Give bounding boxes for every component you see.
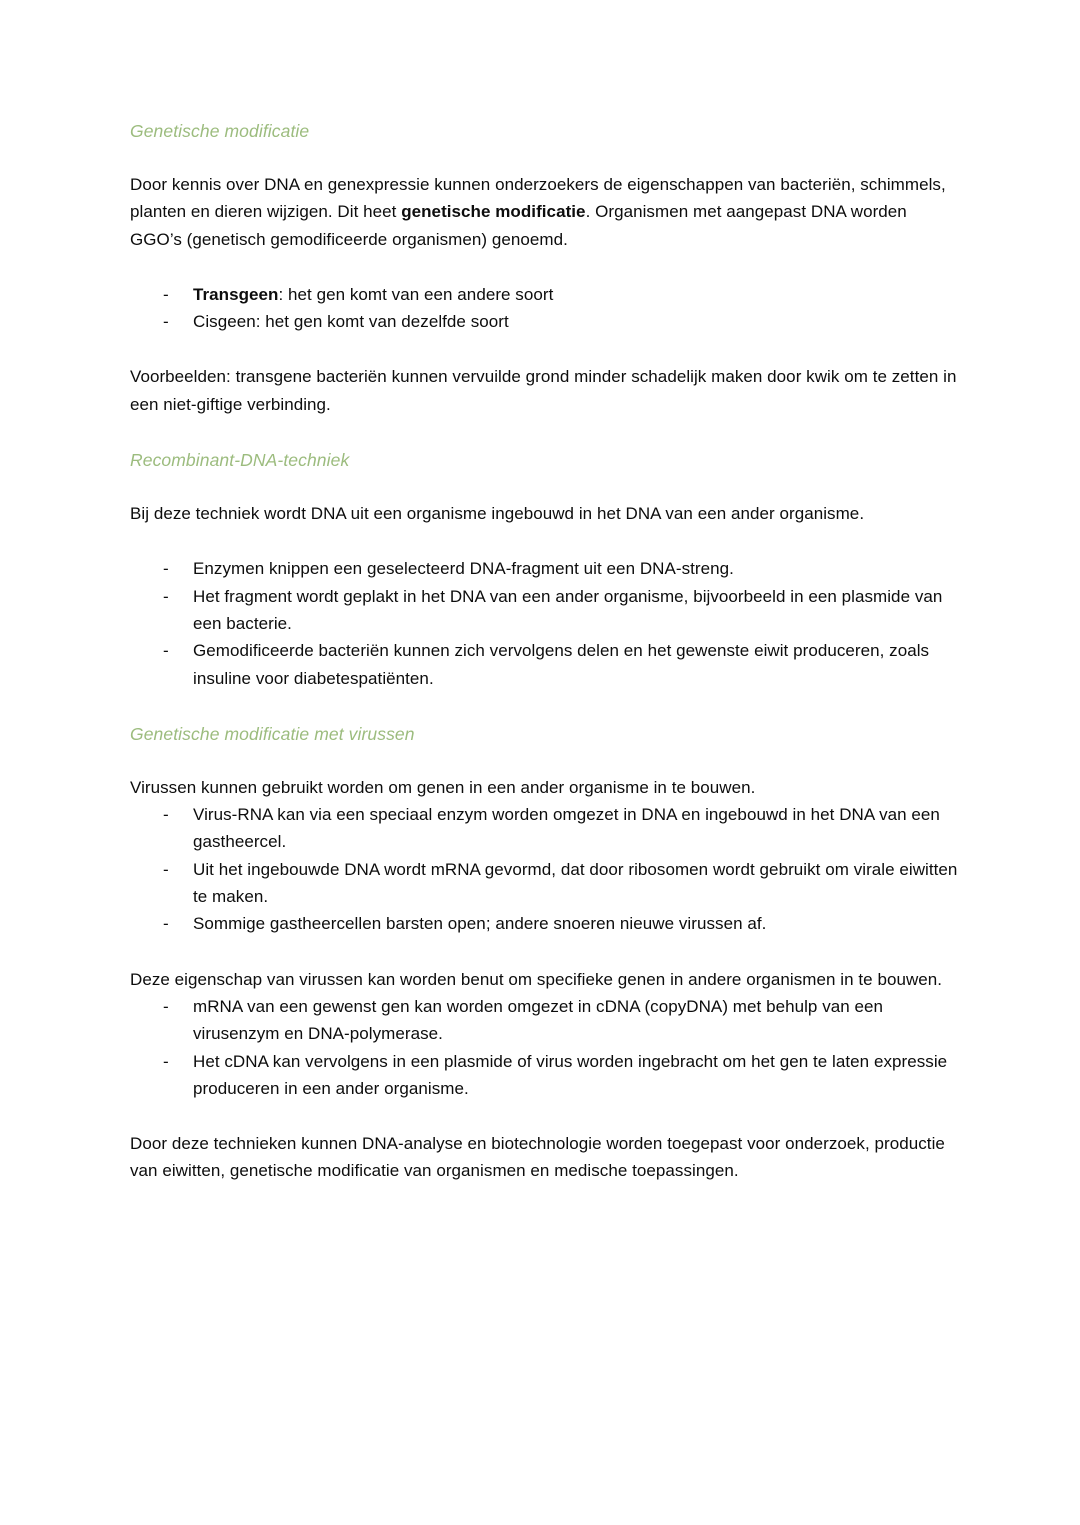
list-item: [130, 1048, 958, 1103]
dash-bullet-icon: -: [163, 914, 169, 934]
spacer: [130, 748, 958, 774]
spacer: [130, 527, 958, 555]
paragraph-genetische-modificatie-intro: [130, 171, 958, 253]
section-heading-genetische-modificatie: Genetische modificatie: [130, 121, 310, 141]
list-item-text: Cisgeen: het gen komt van dezelfde soort: [193, 312, 509, 332]
paragraph-voorbeelden: Voorbeelden: transgene bacteriën kunnen vervuilde grond minder schadelijk maken door kwik om te zetten in een niet-giftige verbinding.: [130, 367, 957, 414]
list-item: [130, 555, 958, 582]
list-item-text: Het fragment wordt geplakt in het DNA van een ander organisme, bijvoorbeeld in een plasmide van een bacterie.: [193, 586, 943, 633]
spacer: [130, 938, 958, 966]
dash-bullet-icon: -: [163, 641, 169, 661]
dash-bullet-icon: -: [163, 805, 169, 825]
list-item: [130, 993, 958, 1048]
paragraph-recombinant-intro: Bij deze techniek wordt DNA uit een organisme ingebouwd in het DNA van een ander organisme.: [130, 504, 865, 524]
paragraph-text-part-1: Door kennis over DNA en genexpressie kunnen onderzoekers de eigenschappen van bacteriën, schimmels, planten en dieren wijzigen. Dit heet: [130, 175, 946, 222]
dash-bullet-icon: -: [163, 859, 169, 879]
list-item: [130, 856, 958, 911]
list-item: [130, 637, 958, 692]
list-cdna-stappen: [130, 993, 958, 1102]
list-item-bold-label: Transgeen: [193, 284, 279, 304]
list-item-text: Virus-RNA kan via een speciaal enzym worden omgezet in DNA en ingebouwd in het DNA van een gastheercel.: [193, 805, 940, 852]
dash-bullet-icon: -: [163, 559, 169, 579]
paragraph-deze-eigenschap: Deze eigenschap van virussen kan worden benut om specifieke genen in andere organismen in te bouwen.: [130, 969, 943, 989]
spacer: [130, 474, 958, 500]
paragraph-text-part-2: . Organismen met aangepast DNA worden GGO’s (genetisch gemodificeerde organismen) genoemd.: [130, 202, 907, 249]
dash-bullet-icon: -: [163, 312, 169, 332]
dash-bullet-icon: -: [163, 996, 169, 1016]
spacer: [130, 145, 958, 171]
list-item: [130, 910, 958, 937]
spacer: [130, 418, 958, 447]
list-item-text: Sommige gastheercellen barsten open; andere snoeren nieuwe virussen af.: [193, 914, 767, 934]
list-item-text: Enzymen knippen een geselecteerd DNA-fragment uit een DNA-streng.: [193, 559, 734, 579]
list-item: [130, 308, 958, 335]
list-item: [130, 583, 958, 638]
list-item-text: : het gen komt van een andere soort: [278, 284, 554, 304]
list-item: [130, 801, 958, 856]
list-item: [130, 281, 958, 308]
spacer: [130, 1102, 958, 1130]
list-item-text: Gemodificeerde bacteriën kunnen zich vervolgens delen en het gewenste eiwit produceren, zoals insuline voor diabetespatiënten.: [193, 641, 930, 688]
list-item-text: Uit het ingebouwde DNA wordt mRNA gevormd, dat door ribosomen wordt gebruikt om virale eiwitten te maken.: [193, 859, 958, 907]
list-transgeen-cisgeen: [130, 281, 958, 336]
list-item-text: mRNA van een gewenst gen kan worden omgezet in cDNA (copyDNA) met behulp van een virusenzym en DNA-polymerase.: [193, 996, 884, 1044]
spacer: [130, 692, 958, 721]
document-body: [130, 118, 958, 1185]
dash-bullet-icon: -: [163, 1051, 169, 1071]
section-heading-recombinant-dna-techniek: Recombinant-DNA-techniek: [130, 450, 350, 471]
spacer: [130, 335, 958, 363]
list-virussen-stappen: [130, 801, 958, 937]
list-item-text: Het cDNA kan vervolgens in een plasmide of virus worden ingebracht om het gen te laten expressie produceren in een ander organisme.: [193, 1051, 948, 1098]
dash-bullet-icon: -: [163, 586, 169, 606]
paragraph-virussen-intro: Virussen kunnen gebruikt worden om genen in een ander organisme in te bouwen.: [130, 777, 756, 797]
spacer: [130, 253, 958, 281]
dash-bullet-icon: -: [163, 284, 169, 304]
list-recombinant-stappen: [130, 555, 958, 691]
paragraph-conclusie: Door deze technieken kunnen DNA-analyse en biotechnologie worden toegepast voor onderzoek, productie van eiwitten, genetische modificatie van organismen en medische toepassingen.: [130, 1134, 945, 1181]
section-heading-genetische-modificatie-met-virussen: Genetische modificatie met virussen: [130, 723, 415, 744]
bold-term-genetische-modificatie: genetische modificatie: [401, 202, 586, 222]
